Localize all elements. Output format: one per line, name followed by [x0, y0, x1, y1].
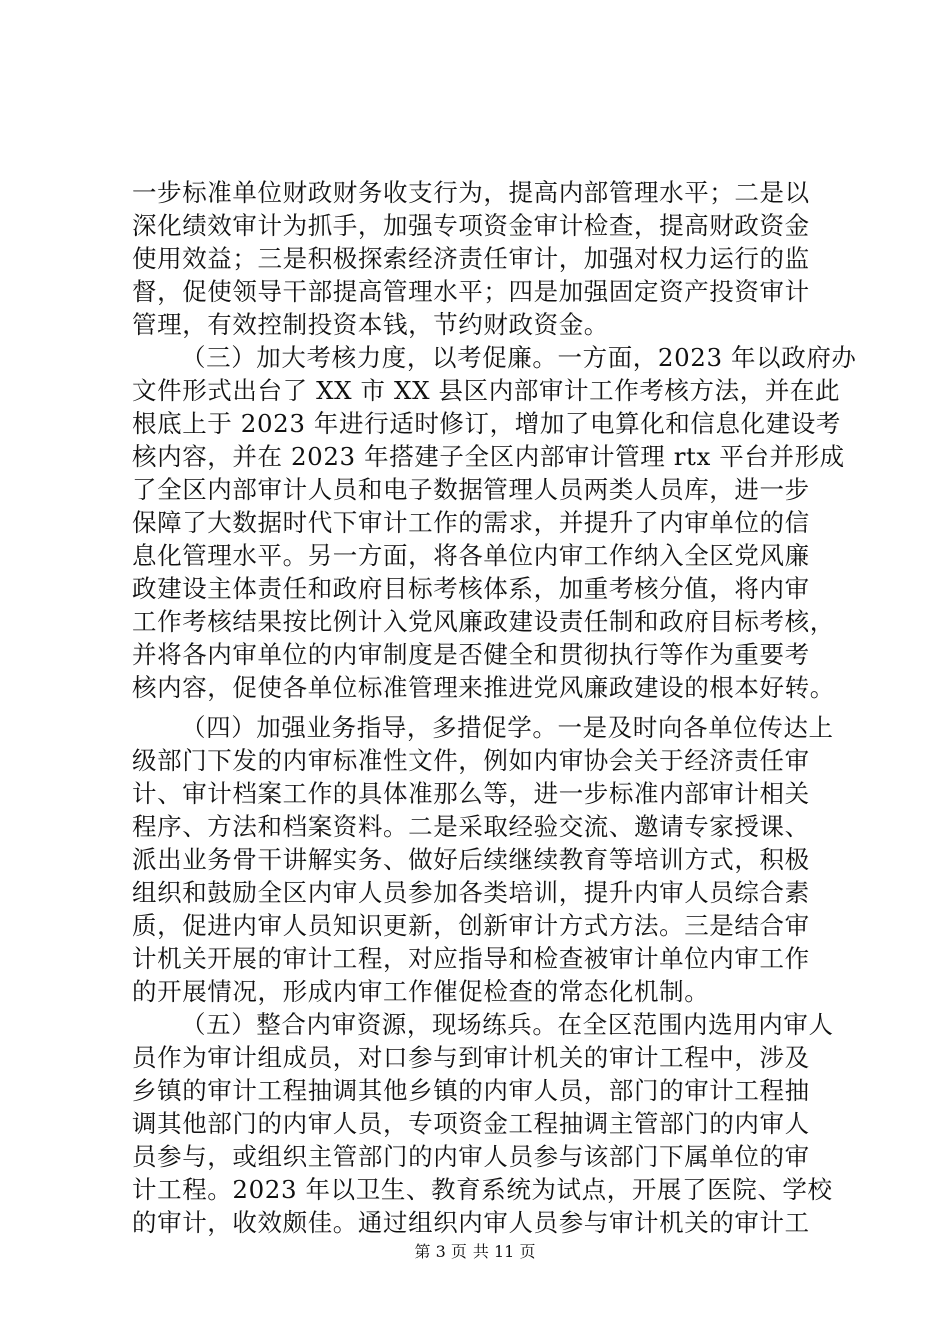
paragraph-4-start: （四）加强业务指导，多措促学。一是及时向各单位传达上 [181, 713, 834, 742]
text-line: 并将各内审单位的内审制度是否健全和贯彻执行等作为重要考 [132, 640, 810, 669]
text-line: 了全区内部审计人员和电子数据管理人员两类人员库，进一步 [132, 475, 810, 504]
text-line: 一步标准单位财政财务收支行为，提高内部管理水平；二是以 [132, 178, 810, 207]
text-line: 的审计，收效颇佳。通过组织内审人员参与审计机关的审计工 [132, 1208, 810, 1237]
text-line: 管理，有效控制投资本钱，节约财政资金。 [132, 310, 609, 339]
text-line: 文件形式出台了 XX 市 XX 县区内部审计工作考核方法，并在此 [132, 376, 841, 405]
text-line: 计、审计档案工作的具体准那么等，进一步标准内部审计相关 [132, 779, 810, 808]
text-line: 员作为审计组成员，对口参与到审计机关的审计工程中，涉及 [132, 1043, 810, 1072]
text-line: 深化绩效审计为抓手，加强专项资金审计检查，提高财政资金 [132, 211, 810, 240]
text-line: 根底上于 2023 年进行适时修订，增加了电算化和信息化建设考 [132, 409, 842, 438]
text-line: 级部门下发的内审标准性文件，例如内审协会关于经济责任审 [132, 746, 810, 775]
text-line: 政建设主体责任和政府目标考核体系，加重考核分值，将内审 [132, 574, 810, 603]
text-line: 派出业务骨干讲解实务、做好后续继续教育等培训方式，积极 [132, 845, 810, 874]
text-line: 组织和鼓励全区内审人员参加各类培训，提升内审人员综合素 [132, 878, 810, 907]
text-line: 息化管理水平。另一方面，将各单位内审工作纳入全区党风廉 [132, 541, 810, 570]
text-line: 调其他部门的内审人员，专项资金工程抽调主管部门的内审人 [132, 1109, 810, 1138]
text-line: 核内容，并在 2023 年搭建子全区内部审计管理 rtx 平台并形成 [132, 442, 845, 471]
text-line: 乡镇的审计工程抽调其他乡镇的内审人员，部门的审计工程抽 [132, 1076, 810, 1105]
text-line: 使用效益；三是积极探索经济责任审计，加强对权力运行的监 [132, 244, 810, 273]
text-line: 计机关开展的审计工程，对应指导和检查被审计单位内审工作 [132, 944, 810, 973]
page-number: 第 3 页 [414, 1242, 467, 1261]
text-line: 督，促使领导干部提高管理水平；四是加强固定资产投资审计 [132, 277, 810, 306]
text-line: 程序、方法和档案资料。二是采取经验交流、邀请专家授课、 [132, 812, 810, 841]
text-line: 工作考核结果按比例计入党风廉政建设责任制和政府目标考核， [132, 607, 835, 636]
page-footer [0, 1242, 950, 1262]
text-line: 质，促进内审人员知识更新，创新审计方式方法。三是结合审 [132, 911, 810, 940]
text-line: 员参与，或组织主管部门的内审人员参与该部门下属单位的审 [132, 1142, 810, 1171]
text-line: 核内容，促使各单位标准管理来推进党风廉政建设的根本好转。 [132, 673, 835, 702]
page-total: 共 11 页 [472, 1242, 536, 1261]
text-line: 计工程。2023 年以卫生、教育系统为试点，开展了医院、学校 [132, 1175, 833, 1204]
paragraph-3-start: （三）加大考核力度，以考促廉。一方面，2023 年以政府办 [181, 343, 857, 372]
paragraph-5-start: （五）整合内审资源，现场练兵。在全区范围内选用内审人 [181, 1010, 834, 1039]
text-line: 保障了大数据时代下审计工作的需求，并提升了内审单位的信 [132, 508, 810, 537]
text-line: 的开展情况，形成内审工作催促检查的常态化机制。 [132, 977, 710, 1006]
